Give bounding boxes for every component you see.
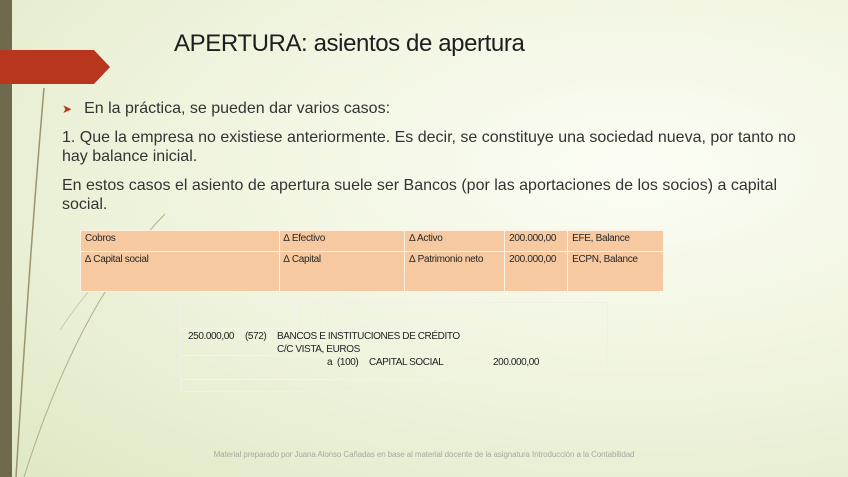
table-cell: ∆ Patrimonio neto <box>405 252 505 292</box>
table-cell: ∆ Capital social <box>81 252 280 292</box>
table-cell: ECPN, Balance <box>568 252 664 292</box>
journal-rule <box>181 355 607 356</box>
paragraph-case-1-detail: En estos casos el asiento de apertura suele ser Bancos (por las aportaciones de los socios) a capital social. <box>62 177 778 213</box>
journal-rule <box>181 328 607 329</box>
analysis-table <box>80 230 664 292</box>
table-cell: ∆ Capital <box>279 252 405 292</box>
debit-account-name: BANCOS E INSTITUCIONES DE CRÉDITO <box>277 331 460 342</box>
footer-credit: Material preparado por Juana Alonso Cañadas en base al material docente de la asignatura Introducción a la Contabilidad <box>213 450 635 459</box>
table-cell: Cobros <box>81 231 280 252</box>
credit-account-code: (100) <box>337 357 359 368</box>
debit-account-code: (572) <box>245 331 267 342</box>
debit-amount: 250.000,00 <box>188 331 235 342</box>
slide-title: APERTURA: asientos de apertura <box>174 30 525 57</box>
journal-entry <box>180 302 608 392</box>
debit-account-sub: C/C VISTA, EUROS <box>277 344 360 355</box>
journal-rule <box>181 379 607 380</box>
credit-amount: 200.000,00 <box>493 357 540 368</box>
credit-account-name: CAPITAL SOCIAL <box>369 357 444 368</box>
table-cell: 200.000,00 <box>505 231 568 252</box>
table-cell: 200.000,00 <box>505 252 568 292</box>
arrow-bullet-icon: ➤ <box>62 102 73 116</box>
bullet-item <box>62 100 390 118</box>
paragraph-case-1: 1. Que la empresa no existiese anteriormente. Es decir, se constituye una sociedad nueva, por tanto no hay balance inicial. <box>62 129 796 165</box>
table-cell: ∆ Efectivo <box>279 231 405 252</box>
table-cell: ∆ Activo <box>405 231 505 252</box>
table-row <box>81 252 664 292</box>
table-row <box>81 231 664 252</box>
table-cell: EFE, Balance <box>568 231 664 252</box>
journal-rule <box>491 303 492 355</box>
bullet-text: En la práctica, se pueden dar varios casos: <box>84 100 391 117</box>
credit-prefix: a <box>327 357 333 368</box>
